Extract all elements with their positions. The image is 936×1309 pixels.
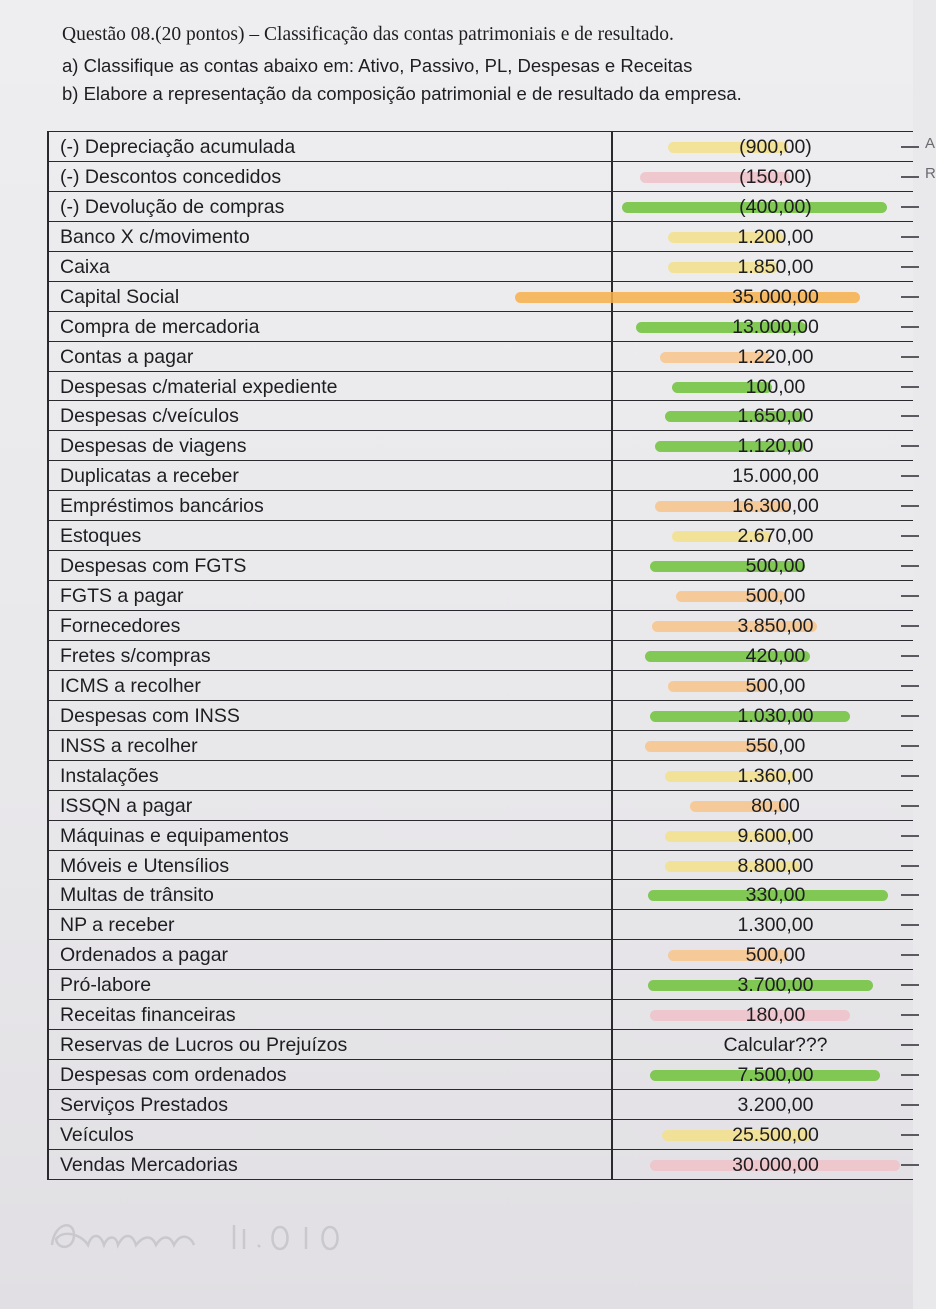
instruction-a: a) Classifique as contas abaixo em: Ativo, Passivo, PL, Despesas e Receitas <box>62 55 693 76</box>
margin-tick <box>901 176 919 178</box>
table-row <box>47 222 913 252</box>
account-value: 25.500,00 <box>732 1123 819 1146</box>
margin-tick <box>901 954 919 956</box>
account-value: 3.850,00 <box>737 615 814 637</box>
table-row <box>47 821 913 851</box>
account-value: 500,00 <box>745 555 806 578</box>
table-row <box>47 641 913 671</box>
account-value: 2.670,00 <box>737 525 814 548</box>
table-row <box>47 761 913 791</box>
table-row <box>47 1090 913 1120</box>
instruction-b: b) Elabore a representação da composição patrimonial e de resultado da empresa. <box>62 83 742 104</box>
account-value: 1.850,00 <box>737 255 814 278</box>
margin-tick <box>901 565 919 567</box>
margin-tick <box>901 445 919 447</box>
table-row <box>47 671 913 701</box>
table-row <box>47 581 913 611</box>
margin-tick <box>901 1164 919 1166</box>
question-title: Questão 08.(20 pontos) – Classificação das contas patrimoniais e de resultado. <box>62 24 674 45</box>
table-row <box>47 940 913 970</box>
margin-tick <box>901 266 919 268</box>
table-row <box>47 252 913 282</box>
margin-tick <box>901 865 919 867</box>
table-row <box>47 491 913 521</box>
account-label: Multas de trânsito <box>60 884 214 907</box>
table-row <box>47 1060 913 1090</box>
account-label: Duplicatas a receber <box>60 465 239 488</box>
margin-tick <box>901 775 919 777</box>
account-value: Calcular??? <box>723 1034 828 1057</box>
table-row <box>47 1120 913 1150</box>
table-row <box>47 611 913 641</box>
account-label: INSS a recolher <box>60 734 198 757</box>
account-label: Serviços Prestados <box>60 1094 228 1116</box>
account-value: 1.120,00 <box>737 435 814 458</box>
account-value: 420,00 <box>745 644 806 667</box>
margin-tick <box>901 924 919 926</box>
table-row <box>47 521 913 551</box>
account-label: Veículos <box>60 1123 134 1146</box>
margin-tick <box>901 835 919 837</box>
account-value: 7.500,00 <box>737 1064 814 1087</box>
account-label: Ordenados a pagar <box>60 944 229 967</box>
table-row <box>47 701 913 731</box>
account-label: Caixa <box>60 255 110 278</box>
account-label: ICMS a recolher <box>60 674 201 697</box>
account-label: Móveis e Utensílios <box>60 854 230 877</box>
account-label: NP a receber <box>60 914 175 937</box>
account-value: 16.300,00 <box>732 495 819 518</box>
table-row <box>47 192 913 222</box>
table-row <box>47 551 913 581</box>
margin-tick <box>901 356 919 358</box>
handwritten-signature <box>44 1205 374 1265</box>
account-label: Compra de mercadoria <box>60 315 260 338</box>
table-row <box>47 1030 913 1060</box>
account-label: Contas a pagar <box>60 345 194 368</box>
account-value: 1.030,00 <box>737 704 814 727</box>
account-value: 1.200,00 <box>737 225 814 248</box>
account-label: Despesas c/material expediente <box>60 375 338 398</box>
account-value: 550,00 <box>745 734 806 757</box>
margin-tick <box>901 1044 919 1046</box>
table-row <box>47 880 913 910</box>
table-row <box>47 312 913 342</box>
margin-tick <box>901 715 919 717</box>
account-label: Despesas de viagens <box>60 435 247 458</box>
account-value: 100,00 <box>745 375 806 398</box>
account-value: 330,00 <box>745 884 806 907</box>
table-row <box>47 910 913 940</box>
table-row <box>47 791 913 821</box>
account-value: 500,00 <box>745 674 806 697</box>
margin-tick <box>901 1134 919 1136</box>
account-value: 80,00 <box>751 794 800 817</box>
margin-tick <box>901 984 919 986</box>
margin-tick <box>901 386 919 388</box>
table-row <box>47 342 913 372</box>
table-row <box>47 401 913 431</box>
account-label: Fornecedores <box>60 615 181 637</box>
accounts-table <box>47 131 936 1180</box>
margin-tick <box>901 206 919 208</box>
margin-tick <box>901 625 919 627</box>
account-value: 8.800,00 <box>737 854 814 877</box>
account-value: 9.600,00 <box>737 824 814 847</box>
account-label: Capital Social <box>60 285 180 308</box>
account-label: (-) Descontos concedidos <box>60 165 282 188</box>
account-value: 180,00 <box>745 1004 806 1027</box>
table-row <box>47 1150 913 1180</box>
account-value: 500,00 <box>745 944 806 967</box>
account-label: Vendas Mercadorias <box>60 1153 238 1176</box>
account-value: (150,00) <box>739 165 812 188</box>
margin-tick <box>901 475 919 477</box>
margin-tick <box>901 595 919 597</box>
account-label: Pró-labore <box>60 974 152 997</box>
margin-tick <box>901 415 919 417</box>
margin-tick <box>901 745 919 747</box>
table-row <box>47 132 936 162</box>
account-label: Despesas com INSS <box>60 704 240 727</box>
table-row <box>47 461 913 491</box>
table-row <box>47 162 936 192</box>
account-label: Estoques <box>60 525 142 548</box>
account-label: Máquinas e equipamentos <box>60 824 289 847</box>
account-label: Despesas c/veículos <box>60 405 239 428</box>
account-value: 1.220,00 <box>737 345 814 368</box>
account-label: ISSQN a pagar <box>60 794 193 817</box>
margin-tick <box>901 655 919 657</box>
margin-tick <box>901 535 919 537</box>
margin-tick <box>901 296 919 298</box>
account-value: (900,00) <box>739 136 812 158</box>
account-value: 15.000,00 <box>732 465 819 488</box>
account-label: FGTS a pagar <box>60 585 184 608</box>
account-label: Empréstimos bancários <box>60 495 264 518</box>
margin-tick <box>901 805 919 807</box>
margin-tick <box>901 894 919 896</box>
account-label: Reservas de Lucros ou Prejuízos <box>60 1034 348 1057</box>
table-row <box>47 851 913 881</box>
account-value: 35.000,00 <box>732 285 819 308</box>
account-value: 13.000,00 <box>732 315 819 338</box>
account-value: 500,00 <box>745 585 806 608</box>
account-label: Instalações <box>60 764 159 787</box>
account-label: Fretes s/compras <box>60 644 211 667</box>
margin-classification: A <box>925 135 936 152</box>
account-label: Despesas com ordenados <box>60 1064 287 1087</box>
margin-classification: R <box>925 164 936 182</box>
table-row <box>47 731 913 761</box>
margin-tick <box>901 1074 919 1076</box>
account-label: (-) Devolução de compras <box>60 195 285 218</box>
account-value: (400,00) <box>739 195 812 218</box>
margin-tick <box>901 1014 919 1016</box>
account-value: 3.700,00 <box>737 974 814 997</box>
table-row <box>47 970 913 1000</box>
table-row <box>47 282 913 312</box>
margin-tick <box>901 326 919 328</box>
account-value: 30.000,00 <box>732 1153 819 1176</box>
account-label: (-) Depreciação acumulada <box>60 136 296 158</box>
account-label: Receitas financeiras <box>60 1004 236 1027</box>
account-label: Despesas com FGTS <box>60 555 247 578</box>
table-row <box>47 431 913 461</box>
account-value: 1.360,00 <box>737 764 814 787</box>
margin-tick <box>901 236 919 238</box>
margin-tick <box>901 1104 919 1106</box>
table-row <box>47 372 913 402</box>
margin-tick <box>901 505 919 507</box>
account-value: 1.300,00 <box>737 914 814 937</box>
account-label: Banco X c/movimento <box>60 225 250 248</box>
table-row <box>47 1000 913 1030</box>
account-value: 3.200,00 <box>737 1094 814 1116</box>
account-value: 1.650,00 <box>737 405 814 428</box>
margin-tick <box>901 146 919 148</box>
margin-tick <box>901 685 919 687</box>
